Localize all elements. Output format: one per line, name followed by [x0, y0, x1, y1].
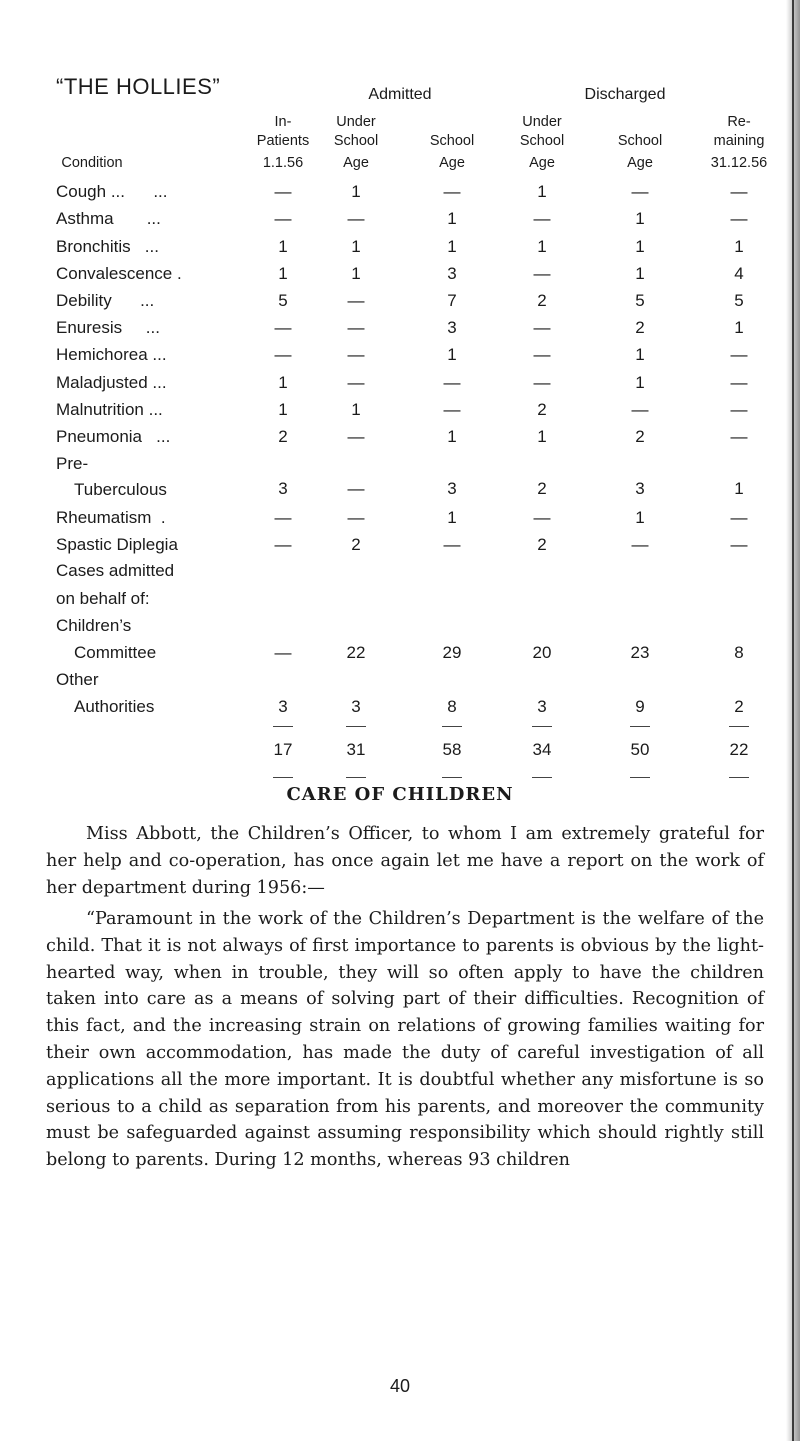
row-label: Asthma ...: [56, 209, 161, 228]
table-cell: 1: [278, 400, 288, 419]
table-cell: 3: [278, 479, 288, 498]
table-cell: —: [631, 535, 649, 554]
table-cell: 3: [635, 479, 645, 498]
total-cell: 22: [729, 740, 749, 759]
table-cell: 2: [537, 479, 547, 498]
table-cell: 4: [734, 264, 744, 283]
total-rule: [346, 777, 366, 778]
table-cell: —: [347, 209, 365, 228]
table-cell: —: [631, 182, 649, 201]
row-label: Enuresis ...: [56, 318, 160, 337]
header-in: In-: [274, 114, 292, 130]
table-cell: 2: [537, 291, 547, 310]
table-cell: —: [730, 400, 748, 419]
table-cell: —: [347, 479, 365, 498]
table-cell: —: [730, 508, 748, 527]
row-label: Bronchitis ...: [56, 237, 159, 256]
row-label: Other: [56, 670, 99, 689]
table-cell: 2: [635, 427, 645, 446]
row-label: Rheumatism .: [56, 508, 166, 527]
header-school-4: School: [617, 133, 663, 149]
paragraph-intro-text: Miss Abbott, the Children’s Officer, to whom I am extremely grateful for her help and co-operation, has once again let me have a report on the work of her department during 1956:—: [46, 824, 764, 898]
total-rule: [442, 726, 462, 727]
header-school-2: School: [429, 133, 475, 149]
table-cell: 1: [734, 237, 744, 256]
total-rule: [346, 726, 366, 727]
table-cell: 20: [532, 643, 552, 662]
table-cell: 1: [635, 345, 645, 364]
table-cell: —: [347, 318, 365, 337]
total-rule: [630, 726, 650, 727]
total-cell: 58: [442, 740, 462, 759]
header-age-2: Age: [439, 155, 465, 171]
table-cell: 1: [278, 237, 288, 256]
total-cell: 50: [630, 740, 650, 759]
header-maining: maining: [713, 133, 765, 149]
row-label-cont: Tuberculous: [74, 480, 167, 499]
table-cell: 1: [635, 264, 645, 283]
table-cell: —: [533, 508, 551, 527]
table-cell: —: [533, 345, 551, 364]
table-cell: 1: [447, 508, 457, 527]
table-cell: —: [347, 508, 365, 527]
row-label: Pneumonia ...: [56, 427, 171, 446]
header-age-1: Age: [343, 155, 369, 171]
table-cell: 3: [447, 479, 457, 498]
table-cell: 5: [635, 291, 645, 310]
table-cell: 3: [278, 697, 288, 716]
table-cell: —: [730, 427, 748, 446]
header-admitted: Admitted: [368, 86, 432, 103]
header-condition: Condition: [61, 155, 123, 171]
table-cell: 3: [537, 697, 547, 716]
table-cell: 5: [278, 291, 288, 310]
table-cell: 1: [351, 182, 361, 201]
table-cell: —: [533, 209, 551, 228]
header-age-3: Age: [529, 155, 555, 171]
table-cell: —: [730, 182, 748, 201]
table-cell: 1: [635, 373, 645, 392]
table-cell: 3: [447, 264, 457, 283]
table-cell: 1: [447, 427, 457, 446]
total-rule: [532, 726, 552, 727]
table-cell: 23: [630, 643, 650, 662]
row-label: Hemichorea ...: [56, 345, 167, 364]
table-cell: 29: [442, 643, 462, 662]
table-cell: 1: [537, 427, 547, 446]
table-cell: 2: [351, 535, 361, 554]
row-label-cont: Authorities: [74, 697, 155, 716]
table-cell: 3: [447, 318, 457, 337]
table-cell: 8: [447, 697, 457, 716]
table-cell: —: [533, 373, 551, 392]
total-cell: 34: [532, 740, 552, 759]
page-number: 40: [389, 1376, 411, 1396]
header-under-1: Under: [336, 114, 376, 130]
header-date-out: 31.12.56: [710, 155, 768, 171]
total-rule: [729, 777, 749, 778]
table-cell: —: [274, 182, 292, 201]
paragraph-intro: [46, 821, 764, 901]
table-cell: —: [730, 209, 748, 228]
table-cell: 2: [635, 318, 645, 337]
row-label: Spastic Diplegia: [56, 535, 178, 554]
paragraph-report: [46, 906, 764, 1174]
table-cell: 2: [278, 427, 288, 446]
row-label: Pre-: [56, 454, 89, 473]
table-cell: —: [274, 345, 292, 364]
table-cell: 1: [447, 345, 457, 364]
table-cell: 8: [734, 643, 744, 662]
table-cell: —: [347, 345, 365, 364]
table-cell: —: [730, 373, 748, 392]
table-cell: 1: [447, 237, 457, 256]
table-cell: 1: [351, 400, 361, 419]
table-cell: 5: [734, 291, 744, 310]
table-cell: 1: [351, 264, 361, 283]
header-age-4: Age: [627, 155, 653, 171]
table-cell: 1: [278, 264, 288, 283]
table-cell: —: [274, 535, 292, 554]
table-cell: —: [347, 373, 365, 392]
table-cell: 1: [537, 237, 547, 256]
header-date-in: 1.1.56: [262, 155, 304, 171]
table-cell: —: [443, 182, 461, 201]
table-cell: —: [274, 318, 292, 337]
header-under-3: Under: [522, 114, 562, 130]
table-cell: 22: [346, 643, 366, 662]
cases-label-line: Children’s: [56, 616, 132, 635]
cases-label-line: on behalf of:: [56, 589, 150, 608]
total-rule: [532, 777, 552, 778]
cases-label-line: Cases admitted: [56, 561, 175, 580]
paragraph-report-text: “Paramount in the work of the Children’s Department is the welfare of the child. That it is not always of first importance to parents is obvious by the light-hearted way, when in trouble, they will so often apply to have the children taken into care as a means of solving part of their difficulties. Recognition of this fact, and the increasing strain on relations of growing families waiting for their own accommodation, has made the duty of careful investigation of all applications all the more important. It is doubtful whether any misfortune is so serious to a child as separation from his parents, and moreover the community must be safeguarded against assuming responsibility which should rightly still belong to parents. During 12 months, whereas 93 children: [46, 909, 764, 1171]
table-cell: —: [730, 535, 748, 554]
table-cell: 1: [537, 182, 547, 201]
row-label: Convalescence .: [56, 264, 182, 283]
table-cell: 2: [537, 400, 547, 419]
header-patients: Patients: [256, 133, 310, 149]
table-title: “THE HOLLIES”: [56, 74, 221, 99]
table-cell: 1: [278, 373, 288, 392]
total-cell: 17: [273, 740, 293, 759]
header-re: Re-: [727, 114, 751, 130]
total-rule: [729, 726, 749, 727]
table-cell: —: [443, 535, 461, 554]
table-cell: 1: [447, 209, 457, 228]
table-cell: —: [443, 373, 461, 392]
page-edge-line: [792, 0, 794, 1441]
row-label: Debility ...: [56, 291, 155, 310]
header-school-3: School: [519, 133, 565, 149]
total-rule: [273, 726, 293, 727]
table-cell: 1: [635, 508, 645, 527]
row-label: Committee: [74, 643, 157, 662]
table-cell: 2: [537, 535, 547, 554]
total-rule: [442, 777, 462, 778]
table-cell: 9: [635, 697, 645, 716]
table-cell: 2: [734, 697, 744, 716]
table-cell: —: [274, 643, 292, 662]
table-cell: —: [730, 345, 748, 364]
total-rule: [273, 777, 293, 778]
table-cell: —: [443, 400, 461, 419]
table-cell: 7: [447, 291, 457, 310]
table-cell: 1: [635, 209, 645, 228]
total-cell: 31: [346, 740, 366, 759]
section-heading: CARE OF CHILDREN: [286, 784, 514, 805]
header-discharged: Discharged: [584, 86, 666, 103]
table-cell: —: [274, 508, 292, 527]
table-cell: 1: [734, 479, 744, 498]
table-cell: 1: [635, 237, 645, 256]
table-cell: —: [533, 318, 551, 337]
table-cell: 3: [351, 697, 361, 716]
table-cell: —: [274, 209, 292, 228]
table-cell: 1: [351, 237, 361, 256]
table-cell: 1: [734, 318, 744, 337]
table-cell: —: [347, 427, 365, 446]
table-cell: —: [533, 264, 551, 283]
row-label: Maladjusted ...: [56, 373, 167, 392]
row-label: Cough ... ...: [56, 182, 168, 201]
header-school-1: School: [333, 133, 379, 149]
total-rule: [630, 777, 650, 778]
table-cell: —: [347, 291, 365, 310]
row-label: Malnutrition ...: [56, 400, 163, 419]
table-cell: —: [631, 400, 649, 419]
